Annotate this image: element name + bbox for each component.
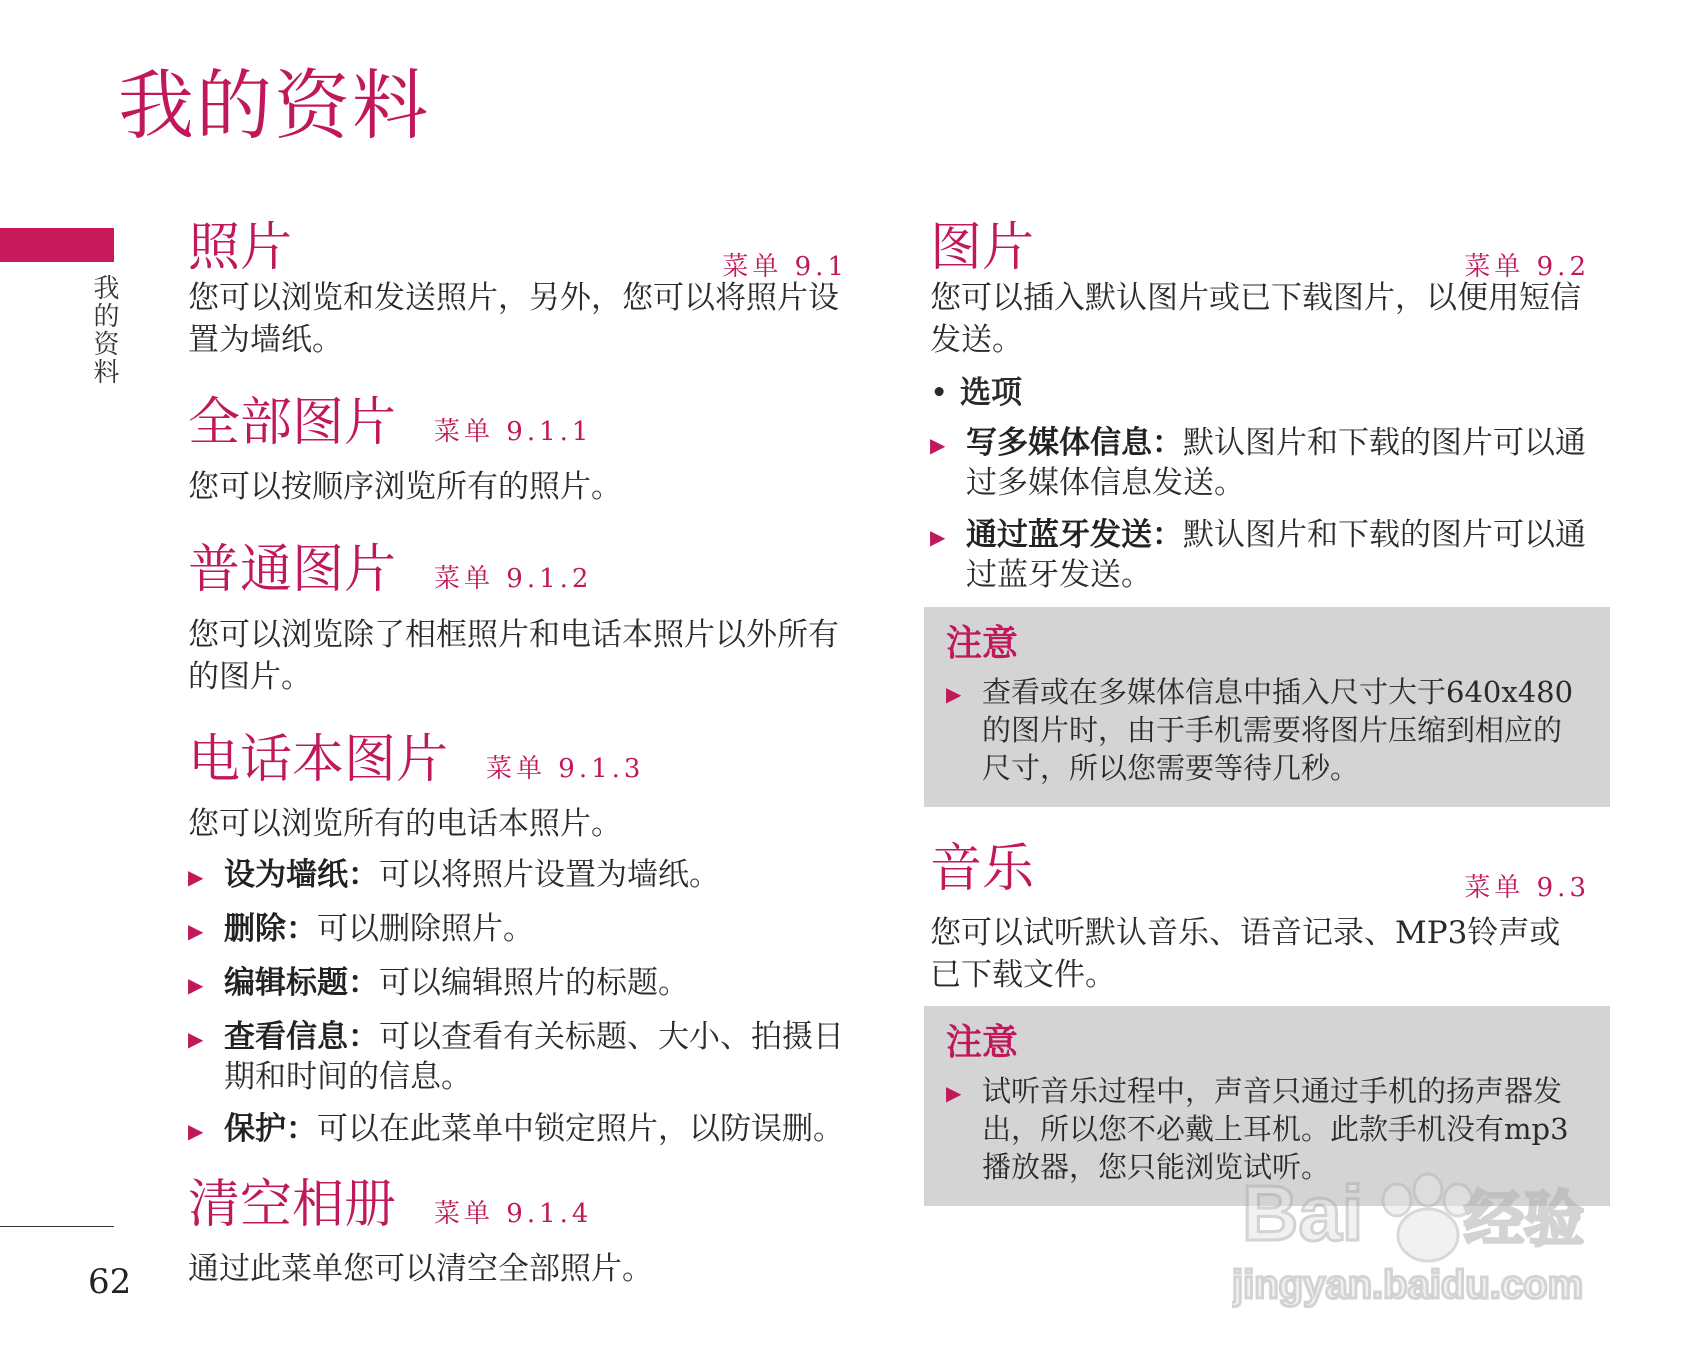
list-item xyxy=(930,515,1590,595)
note-text: 查看或在多媒体信息中插入尺寸大于640x480的图片时，由于手机需要将图片压缩到相应的尺寸，所以您需要等待几秒。 xyxy=(982,675,1574,786)
svg-text:经验: 经验 xyxy=(1464,1186,1584,1253)
options-heading xyxy=(930,373,1590,413)
list-item xyxy=(930,423,1590,503)
menu-number: 菜单 9.1.2 xyxy=(434,564,593,595)
list-term: 删除： xyxy=(224,910,317,947)
triangle-bullet-icon: ▶ xyxy=(188,1026,204,1051)
triangle-bullet-icon: ▶ xyxy=(946,682,962,707)
note-box xyxy=(924,607,1610,807)
section-heading: 图片 xyxy=(930,218,1035,278)
options-label: 选项 xyxy=(960,375,1022,412)
section-heading: 照片 xyxy=(188,218,293,278)
section-heading: 清空相册 xyxy=(188,1174,397,1235)
dot-bullet-icon: • xyxy=(930,375,949,412)
svg-text:jingyan.baidu.com: jingyan.baidu.com xyxy=(1232,1263,1584,1307)
triangle-bullet-icon: ▶ xyxy=(188,1118,204,1143)
section-heading: 普通图片 xyxy=(188,540,397,601)
triangle-bullet-icon: ▶ xyxy=(930,433,946,458)
section-desc: 您可以浏览和发送照片，另外，您可以将照片设置为墙纸。 xyxy=(188,280,839,359)
note-item xyxy=(946,673,1588,787)
side-label: 我的资料 xyxy=(89,274,119,386)
section-heading: 音乐 xyxy=(930,839,1035,900)
list-item xyxy=(188,1017,848,1097)
page-number: 62 xyxy=(88,1262,132,1302)
section-phonebook-photos-header xyxy=(188,729,848,790)
triangle-bullet-icon: ▶ xyxy=(188,972,204,997)
bottom-rule xyxy=(0,1226,114,1227)
section-clear-album-header xyxy=(188,1174,848,1235)
section-music-header xyxy=(930,839,1590,904)
note-title: 注意 xyxy=(946,622,1019,665)
baidu-jingyan-watermark-logo xyxy=(1232,1160,1652,1310)
menu-number: 菜单 9.1.1 xyxy=(434,417,593,448)
menu-number: 菜单 9.1 xyxy=(722,252,848,282)
triangle-bullet-icon: ▶ xyxy=(946,1081,962,1106)
section-desc: 您可以浏览所有的电话本照片。 xyxy=(188,805,622,842)
list-item xyxy=(188,855,848,897)
menu-number: 菜单 9.3 xyxy=(1464,873,1590,904)
menu-number: 菜单 9.2 xyxy=(1464,252,1590,282)
list-text: 可以在此菜单中锁定照片，以防误删。 xyxy=(317,1110,844,1147)
page-title: 我的资料 xyxy=(118,61,430,150)
section-photos-header xyxy=(188,218,848,282)
menu-number: 菜单 9.1.4 xyxy=(434,1198,593,1229)
list-text: 可以将照片设置为墙纸。 xyxy=(379,856,720,893)
section-heading: 电话本图片 xyxy=(188,729,449,790)
list-text: 可以查看有关标题、大小、拍摄日期和时间的信息。 xyxy=(224,1018,844,1095)
list-term: 编辑标题： xyxy=(224,964,379,1001)
list-text: 默认图片和下载的图片可以通过蓝牙发送。 xyxy=(966,517,1586,594)
section-images-header xyxy=(930,218,1590,282)
section-general-photos-header xyxy=(188,542,848,599)
list-text: 可以删除照片。 xyxy=(317,910,534,947)
side-tab-marker xyxy=(0,228,114,262)
right-column xyxy=(930,220,1590,1206)
note-title: 注意 xyxy=(946,1021,1019,1064)
section-desc: 通过此菜单您可以清空全部照片。 xyxy=(188,1250,653,1287)
triangle-bullet-icon: ▶ xyxy=(188,864,204,889)
section-desc: 您可以插入默认图片或已下载图片，以便用短信发送。 xyxy=(930,280,1581,359)
section-all-photos-header xyxy=(188,395,848,452)
list-term: 写多媒体信息： xyxy=(966,425,1183,462)
svg-text:Bai: Bai xyxy=(1242,1169,1364,1257)
menu-number: 菜单 9.1.3 xyxy=(486,753,645,784)
list-text: 默认图片和下载的图片可以通过多媒体信息发送。 xyxy=(966,425,1586,502)
list-term: 设为墙纸： xyxy=(224,856,379,893)
note-text: 试听音乐过程中，声音只通过手机的扬声器发出，所以您不必戴上耳机。此款手机没有mp3播放器，您只能浏览试听。 xyxy=(982,1074,1569,1185)
list-item xyxy=(188,963,848,1005)
section-heading: 全部图片 xyxy=(188,393,397,454)
triangle-bullet-icon: ▶ xyxy=(930,525,946,550)
triangle-bullet-icon: ▶ xyxy=(188,918,204,943)
list-item xyxy=(188,1109,848,1151)
left-column xyxy=(188,220,848,1290)
list-term: 查看信息： xyxy=(224,1018,379,1055)
section-desc: 您可以浏览除了相框照片和电话本照片以外所有的图片。 xyxy=(188,616,839,695)
section-desc: 您可以按顺序浏览所有的照片。 xyxy=(188,469,622,506)
list-item xyxy=(188,909,848,951)
list-term: 通过蓝牙发送： xyxy=(966,517,1183,554)
list-term: 保护： xyxy=(224,1110,317,1147)
section-desc: 您可以试听默认音乐、语音记录、MP3铃声或已下载文件。 xyxy=(930,915,1561,994)
list-text: 可以编辑照片的标题。 xyxy=(379,964,689,1001)
